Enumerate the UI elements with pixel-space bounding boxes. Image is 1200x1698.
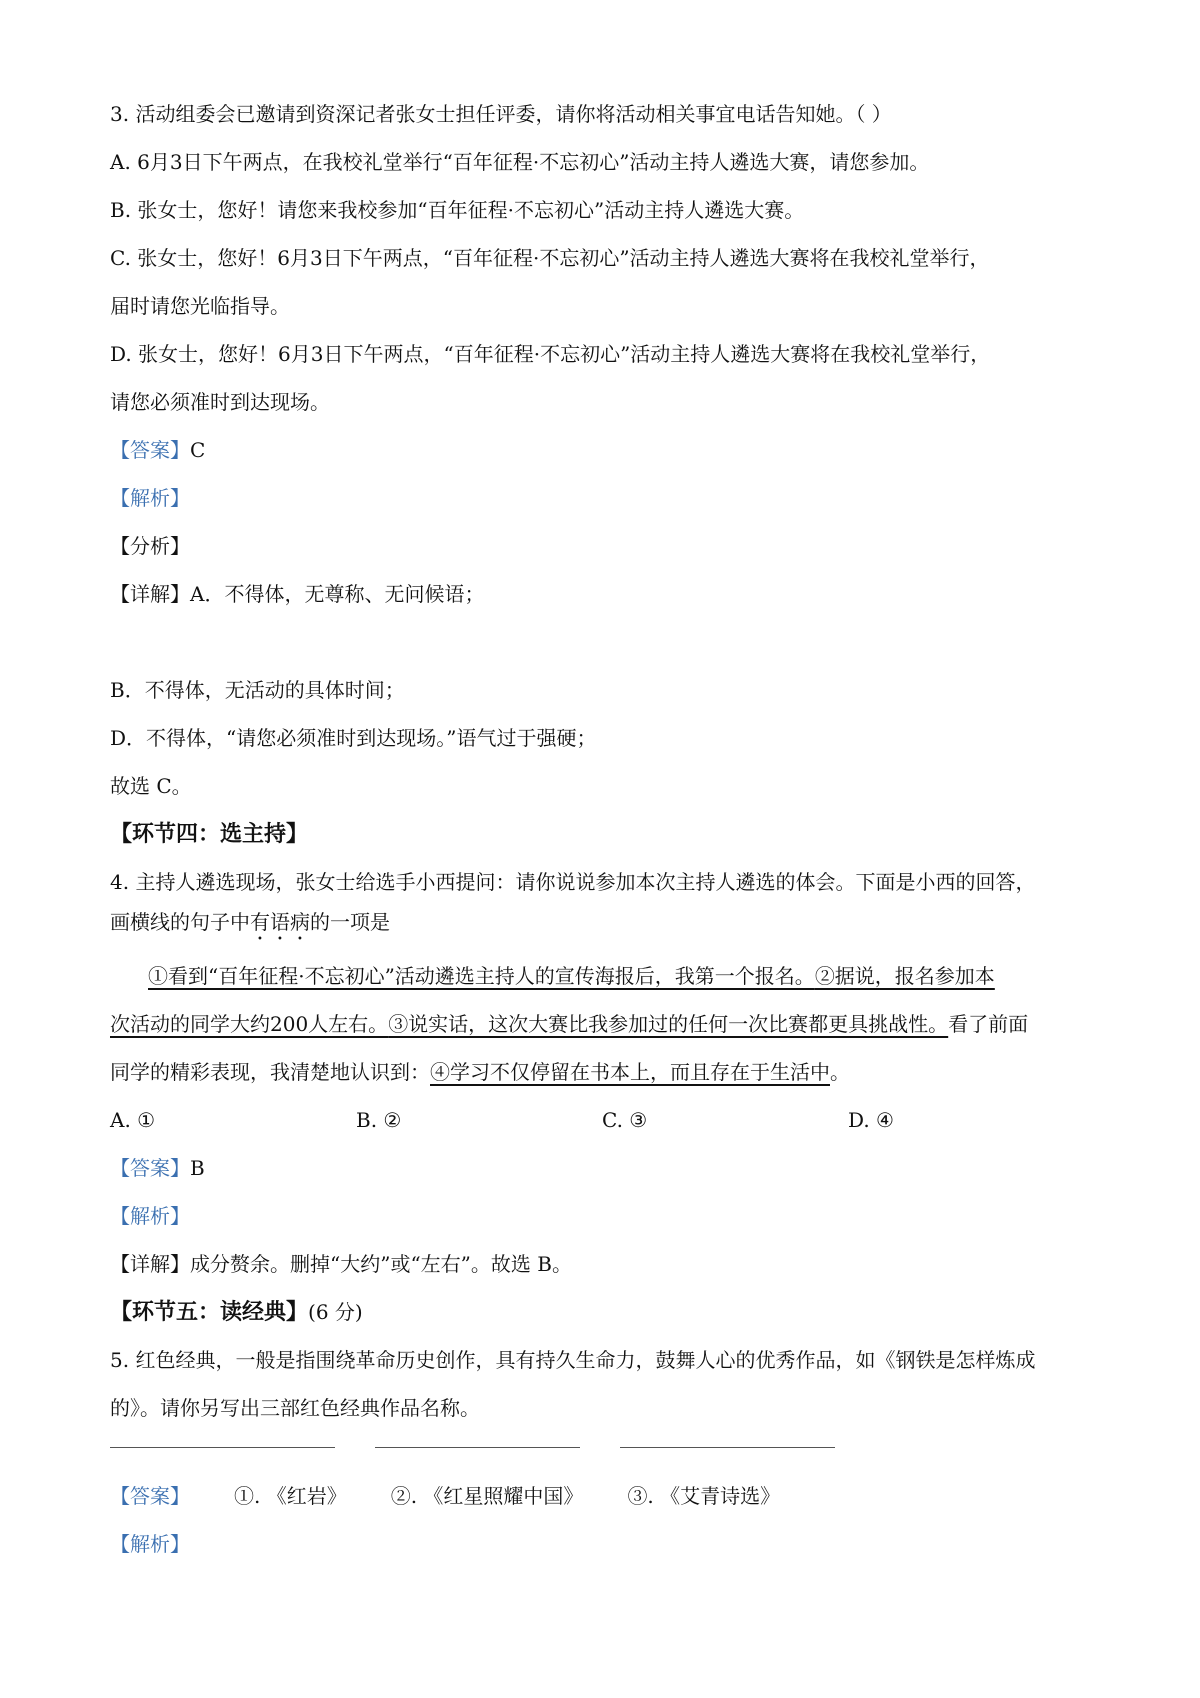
q3-option-c-line2: 届时请您光临指导。 <box>110 294 290 318</box>
underlined-sentence-1: ①看到“百年征程·不忘初心”活动遴选主持人的宣传海报后，我第一个报名。 <box>148 964 815 988</box>
q4-option-c: C. ③ <box>602 1108 648 1132</box>
answer-value: B <box>190 1156 205 1180</box>
underlined-sentence-4: ④学习不仅停留在书本上，而且存在于生活中 <box>430 1060 830 1084</box>
q4-option-b: B. ② <box>356 1108 402 1132</box>
underlined-sentence-2-start: ②据说，报名参加本 <box>814 964 995 988</box>
q4-passage-line3 <box>110 1058 850 1086</box>
q5-jiexi-tag: 【解析】 <box>110 1532 190 1556</box>
q4-option-d: D. ④ <box>848 1108 894 1132</box>
emphasis-text: 有语病 <box>250 910 310 934</box>
q4-option-a: A. ① <box>110 1108 156 1132</box>
underlined-sentence-2-end: 次活动的同学大约200人左右。 <box>110 1012 389 1036</box>
q4-stem-line1: 4. 主持人遴选现场，张女士给选手小西提问：请你说说参加本次主持人遴选的体会。下面是小西的回答， <box>110 870 1036 894</box>
q4-jiexi-tag: 【解析】 <box>110 1204 190 1228</box>
q5-answer <box>110 1482 824 1510</box>
q3-option-c-line1: C. 张女士，您好！6月3日下午两点，“百年征程·不忘初心”活动主持人遴选大赛将在我校礼堂举行， <box>110 246 990 270</box>
section5-title: 【环节五：读经典】 <box>110 1299 309 1325</box>
passage-text: 看了前面 <box>948 1012 1029 1036</box>
q3-option-b: B. 张女士，您好！请您来我校参加“百年征程·不忘初心”活动主持人遴选大赛。 <box>110 198 805 222</box>
stem-text: 画横线的句子中 <box>110 910 250 934</box>
q5-stem-line2: 的》。请你另写出三部红色经典作品名称。 <box>110 1396 480 1420</box>
q3-fenxi: 【分析】 <box>110 534 190 558</box>
q5-answer-2: ②. 《红星照耀中国》 <box>390 1484 584 1508</box>
q5-stem-line1: 5. 红色经典，一般是指围绕革命历史创作，具有持久生命力，鼓舞人心的优秀作品，如《钢铁是怎样炼成 <box>110 1348 1036 1372</box>
q3-jiexi-tag: 【解析】 <box>110 486 190 510</box>
answer-tag: 【答案】 <box>110 1156 190 1180</box>
answer-blank-2[interactable] <box>375 1447 580 1448</box>
passage-text: 。 <box>830 1060 850 1084</box>
q5-answer-3: ③. 《艾青诗选》 <box>627 1484 781 1508</box>
q5-answer-1: ①. 《红岩》 <box>234 1484 347 1508</box>
q3-conclusion: 故选 C。 <box>110 774 192 798</box>
passage-text: 同学的精彩表现，我清楚地认识到： <box>110 1060 430 1084</box>
q4-stem-line2 <box>110 908 390 945</box>
q4-options <box>110 1106 1094 1134</box>
answer-tag: 【答案】 <box>110 1484 190 1508</box>
underlined-sentence-3: ③说实话，这次大赛比我参加过的任何一次比赛都更具挑战性。 <box>388 1012 949 1036</box>
section4-heading: 【环节四：选主持】 <box>110 821 309 847</box>
stem-text: 的一项是 <box>310 910 390 934</box>
q3-option-d-line1: D. 张女士，您好！6月3日下午两点，“百年征程·不忘初心”活动主持人遴选大赛将在我校礼堂举行， <box>110 342 991 366</box>
q4-passage-line2 <box>110 1010 1028 1038</box>
q3-detail-a: 【详解】A．不得体，无尊称、无问候语； <box>110 582 485 606</box>
q3-detail-d: D．不得体，“请您必须准时到达现场。”语气过于强硬； <box>110 726 597 750</box>
q4-answer <box>110 1154 205 1182</box>
q4-passage-line1 <box>148 962 995 990</box>
answer-tag: 【答案】 <box>110 438 190 462</box>
q3-answer <box>110 436 205 464</box>
q3-stem: 3. 活动组委会已邀请到资深记者张女士担任评委，请你将活动相关事宜电话告知她。（ ） <box>110 102 892 126</box>
q3-detail-b: B．不得体，无活动的具体时间； <box>110 678 405 702</box>
q3-option-d-line2: 请您必须准时到达现场。 <box>110 390 330 414</box>
section5-heading <box>110 1298 363 1326</box>
answer-blank-1[interactable] <box>110 1447 335 1448</box>
section5-score: (6 分) <box>308 1300 363 1324</box>
answer-value: C <box>190 438 206 462</box>
q3-option-a: A. 6月3日下午两点，在我校礼堂举行“百年征程·不忘初心”活动主持人遴选大赛，请您参加。 <box>110 150 930 174</box>
answer-blank-3[interactable] <box>620 1447 835 1448</box>
q4-detail: 【详解】成分赘余。删掉“大约”或“左右”。故选 B。 <box>110 1252 572 1276</box>
